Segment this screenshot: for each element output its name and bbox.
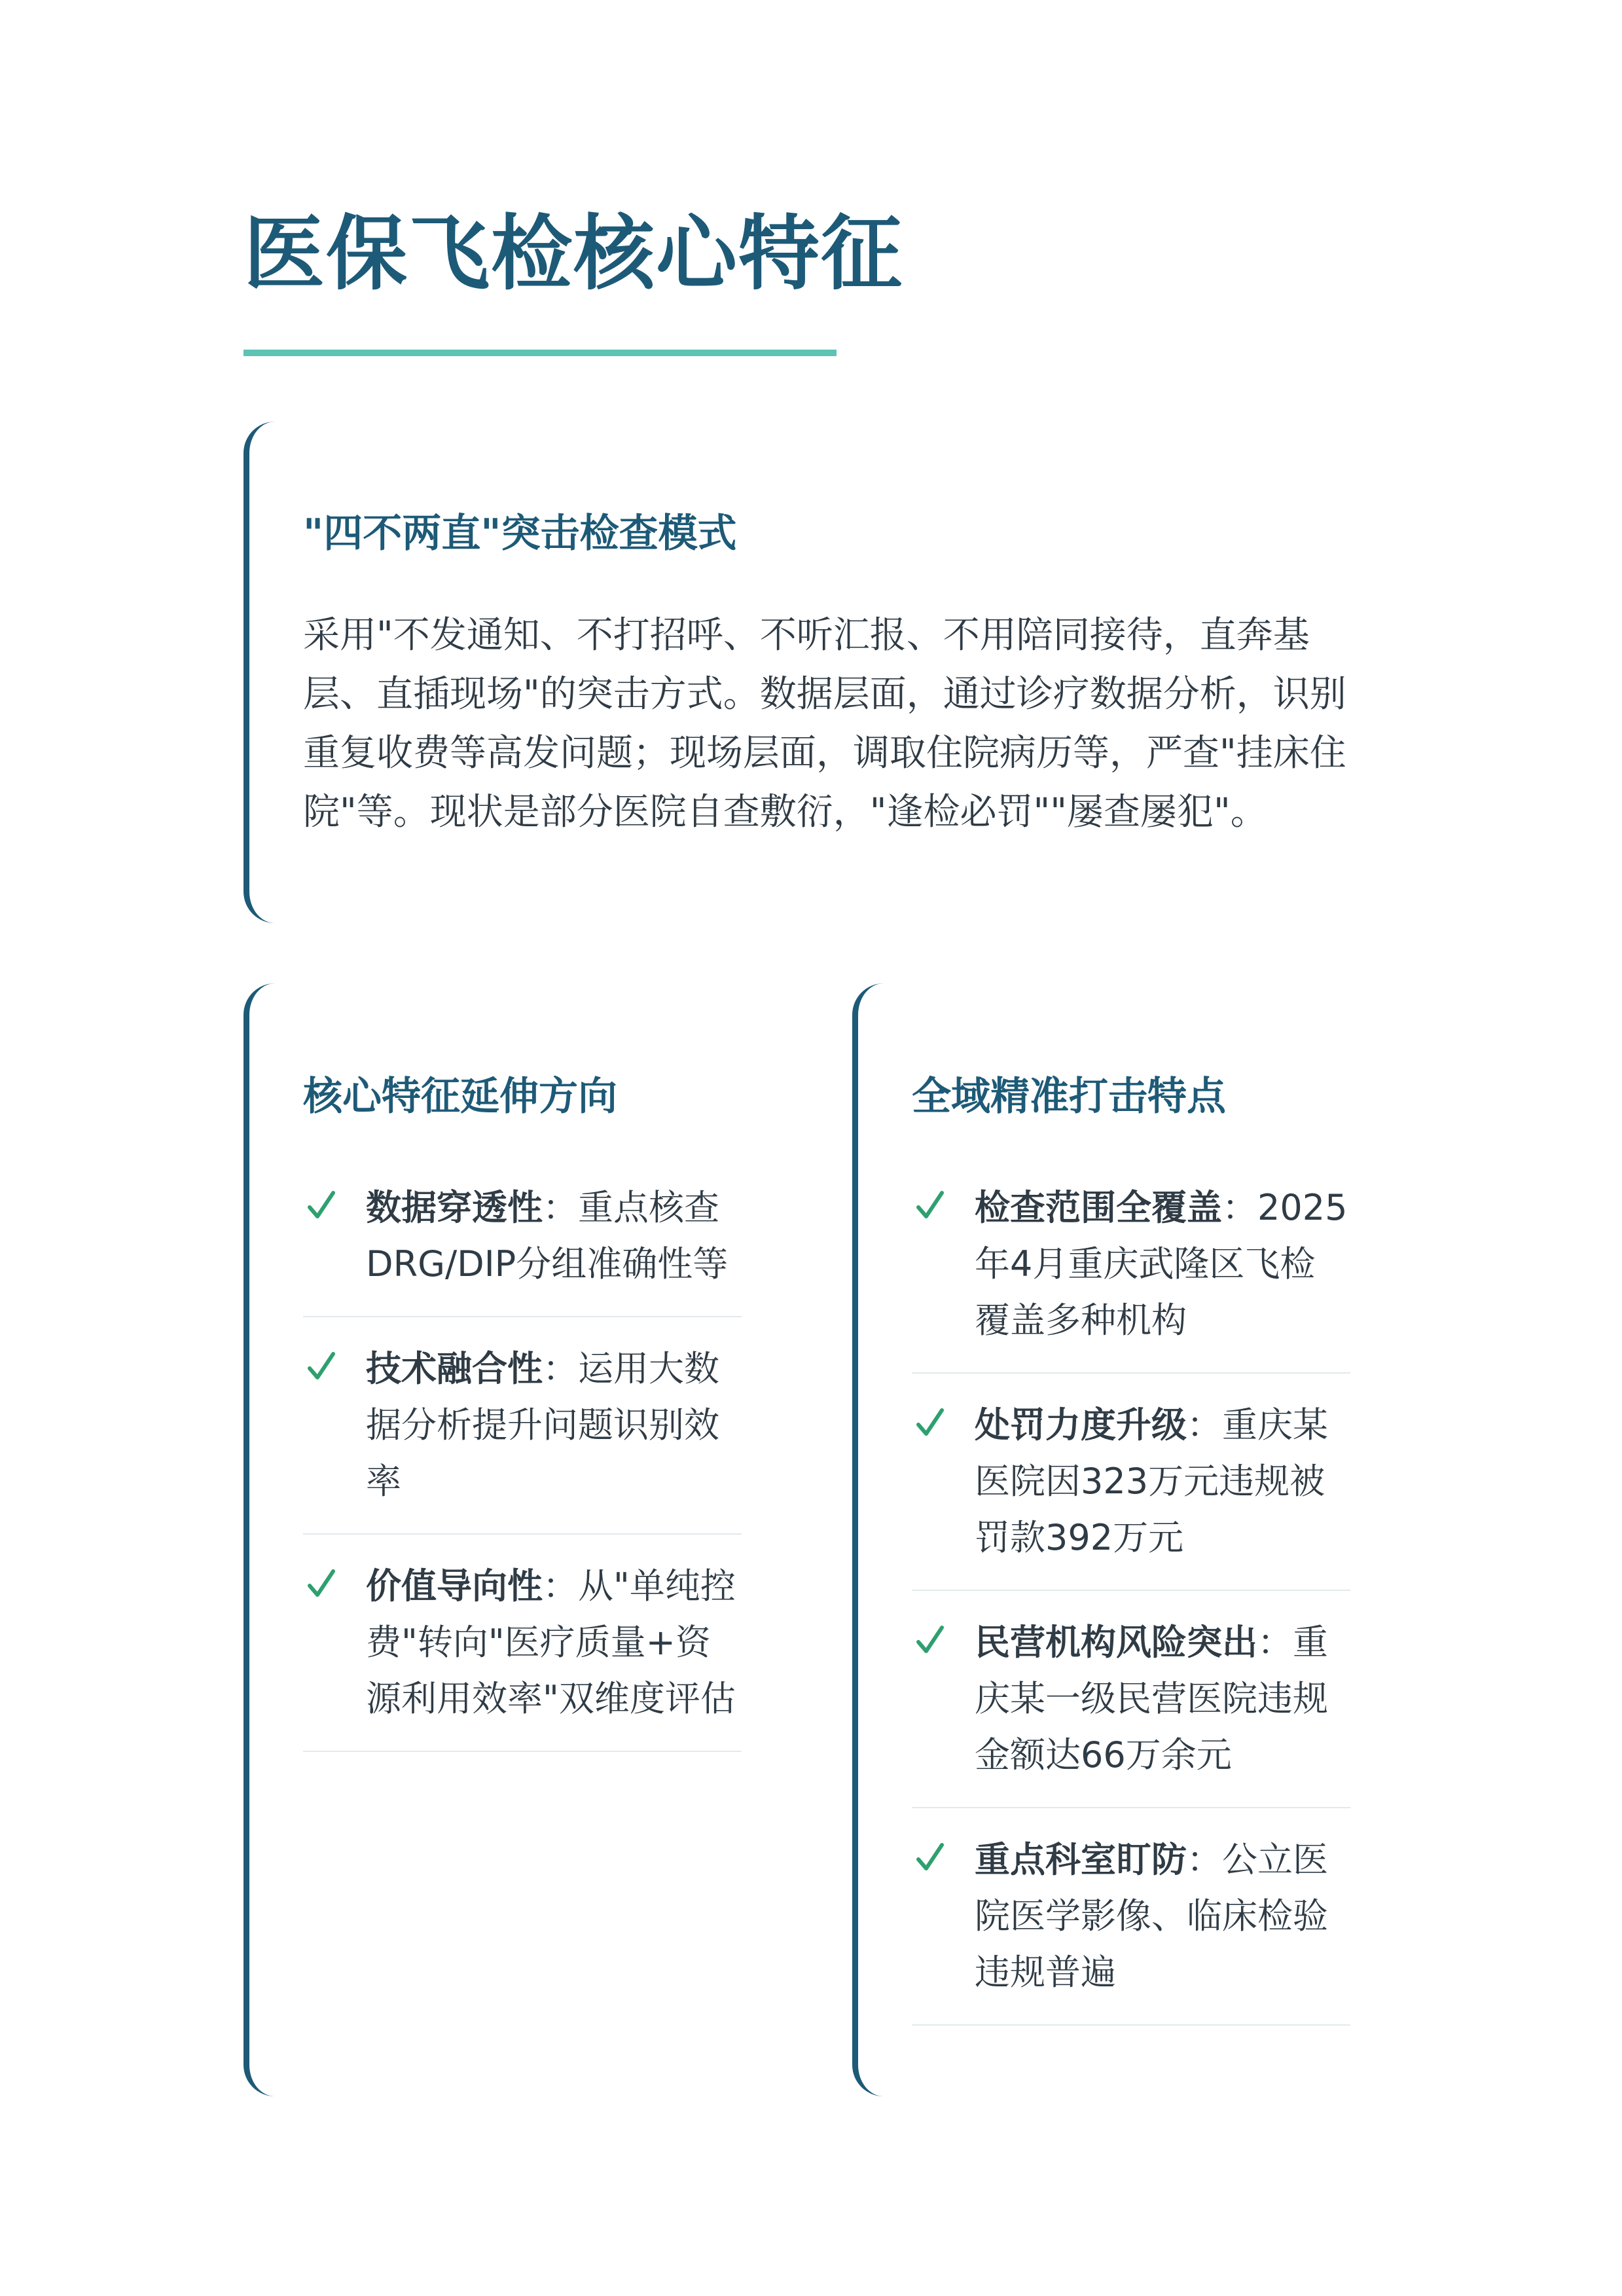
feature-title: 民营机构风险突出 [975, 1622, 1257, 1663]
list-item [303, 1341, 742, 1535]
feature-colon: ： [1222, 1187, 1257, 1228]
list-item [303, 1180, 742, 1317]
feature-text: 运用大数据分析提升问题识别效率 [366, 1348, 719, 1502]
title-underline [243, 350, 837, 356]
check-icon [916, 1189, 945, 1222]
feature-text: 从"单纯控费"转向"医疗质量+资源利用效率"双维度评估 [366, 1565, 736, 1719]
feature-colon: ： [543, 1348, 578, 1389]
feature-text: 2025年4月重庆武隆区飞检覆盖多种机构 [975, 1187, 1348, 1341]
mode-card-heading: "四不两直"突击检查模式 [303, 511, 737, 556]
check-icon [307, 1350, 336, 1383]
feature-colon: ： [543, 1565, 578, 1607]
check-icon [307, 1567, 336, 1600]
feature-text: 重点核查DRG/DIP分组准确性等 [366, 1187, 729, 1285]
feature-title: 数据穿透性 [366, 1187, 543, 1228]
feature-colon: ： [1187, 1404, 1222, 1446]
feature-text: 重庆某一级民营医院违规金额达66万余元 [975, 1622, 1328, 1776]
check-icon [307, 1189, 336, 1222]
feature-colon: ： [543, 1187, 578, 1228]
list-item [303, 1558, 742, 1752]
feature-title: 检查范围全覆盖 [975, 1187, 1222, 1228]
feature-colon: ： [1187, 1839, 1222, 1880]
check-icon [916, 1624, 945, 1656]
extension-card-heading: 核心特征延伸方向 [303, 1074, 617, 1120]
list-item [912, 1832, 1350, 2026]
list-item [912, 1180, 1350, 1374]
extension-feature-list [303, 1180, 742, 1776]
feature-title: 重点科室盯防 [975, 1839, 1187, 1880]
extension-card [243, 983, 754, 2096]
list-item [912, 1397, 1350, 1591]
feature-title: 价值导向性 [366, 1565, 543, 1607]
mode-card-body: 采用"不发通知、不打招呼、不听汇报、不用陪同接待，直奔基层、直插现场"的突击方式。数据层面，通过诊疗数据分析，识别重复收费等高发问题；现场层面，调取住院病历等，严查"挂床住院"等。现状是部分医院自查敷衍，"逢检必罚""屡查屡犯"。 [303, 614, 1346, 833]
feature-title: 处罚力度升级 [975, 1404, 1187, 1446]
feature-title: 技术融合性 [366, 1348, 543, 1389]
check-icon [916, 1841, 945, 1874]
check-icon [916, 1406, 945, 1439]
strike-card [852, 983, 1363, 2096]
feature-colon: ： [1257, 1622, 1293, 1663]
strike-feature-list [912, 1180, 1350, 2049]
mode-card [243, 422, 1369, 923]
list-item [912, 1614, 1350, 1808]
feature-text: 公立医院医学影像、临床检验违规普遍 [975, 1839, 1328, 1993]
strike-card-heading: 全域精准打击特点 [912, 1074, 1226, 1120]
page-title: 医保飞检核心特征 [243, 207, 904, 301]
feature-text: 重庆某医院因323万元违规被罚款392万元 [975, 1404, 1328, 1558]
